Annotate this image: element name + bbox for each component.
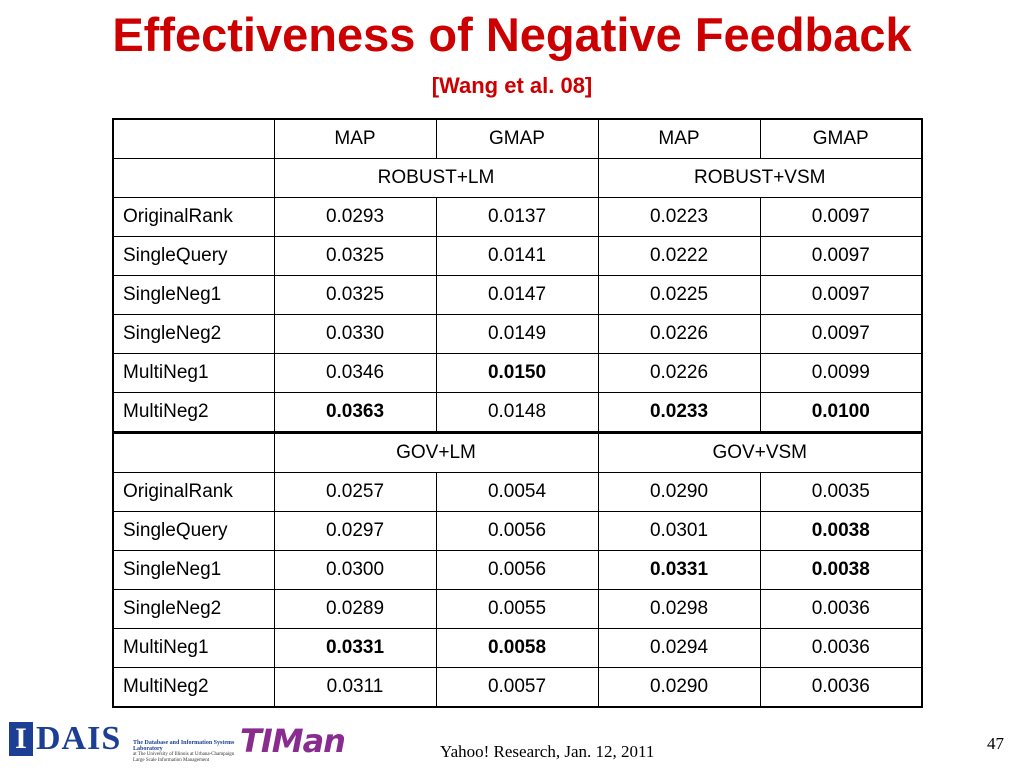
score-cell: 0.0057: [436, 668, 598, 708]
slide-subtitle: [Wang et al. 08]: [431, 73, 593, 98]
score-cell: 0.0294: [598, 629, 760, 668]
group-header: ROBUST+LM: [274, 159, 598, 198]
score-cell: 0.0141: [436, 237, 598, 276]
score-cell: 0.0038: [760, 512, 922, 551]
group-header-row: [113, 433, 922, 473]
score-cell: 0.0058: [436, 629, 598, 668]
score-cell: 0.0330: [274, 315, 436, 354]
score-cell: 0.0099: [760, 354, 922, 393]
score-cell: 0.0149: [436, 315, 598, 354]
score-cell: 0.0100: [760, 393, 922, 433]
method-label: MultiNeg1: [113, 354, 274, 393]
table-row: [113, 512, 922, 551]
score-cell: 0.0363: [274, 393, 436, 433]
score-cell: 0.0056: [436, 551, 598, 590]
score-cell: 0.0290: [598, 473, 760, 512]
score-cell: 0.0290: [598, 668, 760, 708]
group-header-row: [113, 159, 922, 198]
score-cell: 0.0036: [760, 590, 922, 629]
group-header: ROBUST+VSM: [598, 159, 922, 198]
score-cell: 0.0301: [598, 512, 760, 551]
score-cell: 0.0331: [274, 629, 436, 668]
dais-tagline: Large Scale Information Management: [133, 758, 210, 763]
score-cell: 0.0223: [598, 198, 760, 237]
method-label: MultiNeg1: [113, 629, 274, 668]
metric-header: MAP: [598, 119, 760, 159]
table-row: [113, 276, 922, 315]
score-cell: 0.0311: [274, 668, 436, 708]
footer-venue: Yahoo! Research, Jan. 12, 2011: [440, 742, 655, 761]
score-cell: 0.0036: [760, 629, 922, 668]
score-cell: 0.0226: [598, 315, 760, 354]
table-row: [113, 354, 922, 393]
score-cell: 0.0097: [760, 198, 922, 237]
score-cell: 0.0097: [760, 237, 922, 276]
metric-header: GMAP: [760, 119, 922, 159]
table-row: [113, 551, 922, 590]
score-cell: 0.0300: [274, 551, 436, 590]
method-label: SingleNeg2: [113, 315, 274, 354]
score-cell: 0.0056: [436, 512, 598, 551]
score-cell: 0.0038: [760, 551, 922, 590]
score-cell: 0.0225: [598, 276, 760, 315]
table-row: [113, 629, 922, 668]
group-header: GOV+LM: [274, 433, 598, 473]
method-label: SingleNeg1: [113, 551, 274, 590]
score-cell: 0.0331: [598, 551, 760, 590]
dais-lab-name: The Database and Information Systems Laboratory: [133, 740, 235, 752]
illinois-logo: I: [9, 722, 33, 756]
score-cell: 0.0147: [436, 276, 598, 315]
score-cell: 0.0346: [274, 354, 436, 393]
metric-header: MAP: [274, 119, 436, 159]
table-row: [113, 393, 922, 433]
method-label: OriginalRank: [113, 473, 274, 512]
score-cell: 0.0137: [436, 198, 598, 237]
score-cell: 0.0297: [274, 512, 436, 551]
score-cell: 0.0097: [760, 276, 922, 315]
page-number: 47: [987, 734, 1004, 753]
table-row: [113, 198, 922, 237]
table-row: [113, 315, 922, 354]
table-row: [113, 237, 922, 276]
score-cell: 0.0150: [436, 354, 598, 393]
corner-cell: [113, 433, 274, 473]
method-label: MultiNeg2: [113, 393, 274, 433]
corner-cell: [113, 159, 274, 198]
dais-logo: DAIS: [36, 720, 122, 757]
score-cell: 0.0148: [436, 393, 598, 433]
score-cell: 0.0097: [760, 315, 922, 354]
table-row: [113, 473, 922, 512]
dais-lab-caption: [133, 740, 243, 764]
slide-title: Effectiveness of Negative Feedback: [112, 8, 912, 61]
results-table: [112, 118, 923, 708]
method-label: SingleQuery: [113, 512, 274, 551]
score-cell: 0.0226: [598, 354, 760, 393]
method-label: SingleNeg1: [113, 276, 274, 315]
score-cell: 0.0293: [274, 198, 436, 237]
score-cell: 0.0036: [760, 668, 922, 708]
score-cell: 0.0054: [436, 473, 598, 512]
group-header: GOV+VSM: [598, 433, 922, 473]
timan-logo: TIMan: [240, 722, 345, 760]
score-cell: 0.0289: [274, 590, 436, 629]
method-label: SingleQuery: [113, 237, 274, 276]
method-label: MultiNeg2: [113, 668, 274, 708]
score-cell: 0.0298: [598, 590, 760, 629]
dais-university: at The University of Illinois at Urbana-Champaign: [133, 752, 235, 757]
score-cell: 0.0257: [274, 473, 436, 512]
score-cell: 0.0325: [274, 276, 436, 315]
score-cell: 0.0325: [274, 237, 436, 276]
table-row: [113, 668, 922, 708]
metric-header-row: [113, 119, 922, 159]
score-cell: 0.0055: [436, 590, 598, 629]
metric-header: GMAP: [436, 119, 598, 159]
corner-cell: [113, 119, 274, 159]
score-cell: 0.0035: [760, 473, 922, 512]
method-label: SingleNeg2: [113, 590, 274, 629]
score-cell: 0.0233: [598, 393, 760, 433]
method-label: OriginalRank: [113, 198, 274, 237]
table-row: [113, 590, 922, 629]
score-cell: 0.0222: [598, 237, 760, 276]
